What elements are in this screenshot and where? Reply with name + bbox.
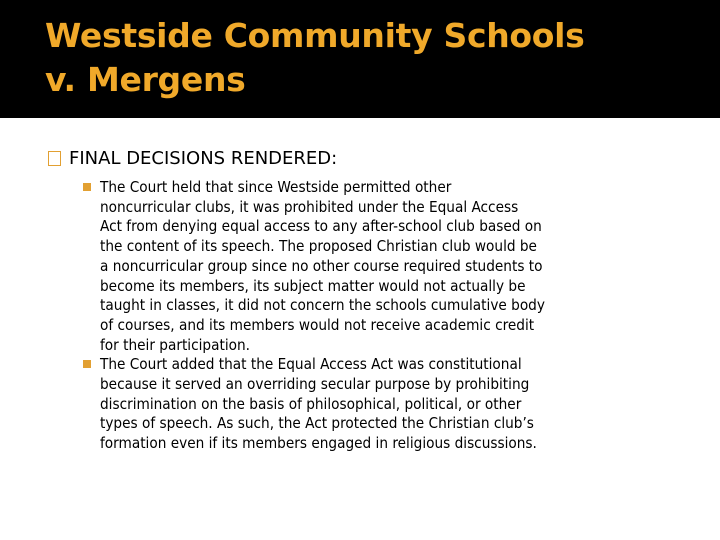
point-line: types of speech. As such, the Act protected the Christian club’s <box>100 414 534 433</box>
point-line: because it served an overriding secular purpose by prohibiting <box>100 375 530 394</box>
title-line-2: v. Mergens <box>45 60 246 99</box>
point-line: of courses, and its members would not receive academic credit <box>100 315 535 334</box>
point-line: become its members, its subject matter would not actually be <box>100 276 526 295</box>
title-band <box>0 0 720 118</box>
hollow-square-bullet-icon <box>48 151 61 166</box>
point-line: the content of its speech. The proposed Christian club would be <box>100 237 537 256</box>
point-line: noncurricular clubs, it was prohibited under the Equal Access <box>100 197 519 216</box>
list-item <box>82 355 682 454</box>
title-line-1: Westside Community Schools <box>45 16 585 55</box>
point-line: The Court held that since Westside permitted other <box>100 178 452 196</box>
point-line: formation even if its members engaged in religious discussions. <box>100 434 537 453</box>
slide-title <box>45 14 685 102</box>
point-line: a noncurricular group since no other course required students to <box>100 256 543 275</box>
square-bullet-icon <box>83 360 91 368</box>
point-line: taught in classes, it did not concern the schools cumulative body <box>100 296 545 315</box>
square-bullet-icon <box>83 183 91 191</box>
point-line: for their participation. <box>100 335 250 354</box>
decision-list <box>82 178 682 454</box>
section-heading <box>48 148 688 170</box>
list-item <box>82 178 682 355</box>
point-line: Act from denying equal access to any after-school club based on <box>100 217 542 236</box>
point-line: discrimination on the basis of philosophical, political, or other <box>100 394 522 413</box>
point-line: The Court added that the Equal Access Act was constitutional <box>100 355 522 374</box>
section-heading-text: FINAL DECISIONS RENDERED: <box>69 148 338 169</box>
